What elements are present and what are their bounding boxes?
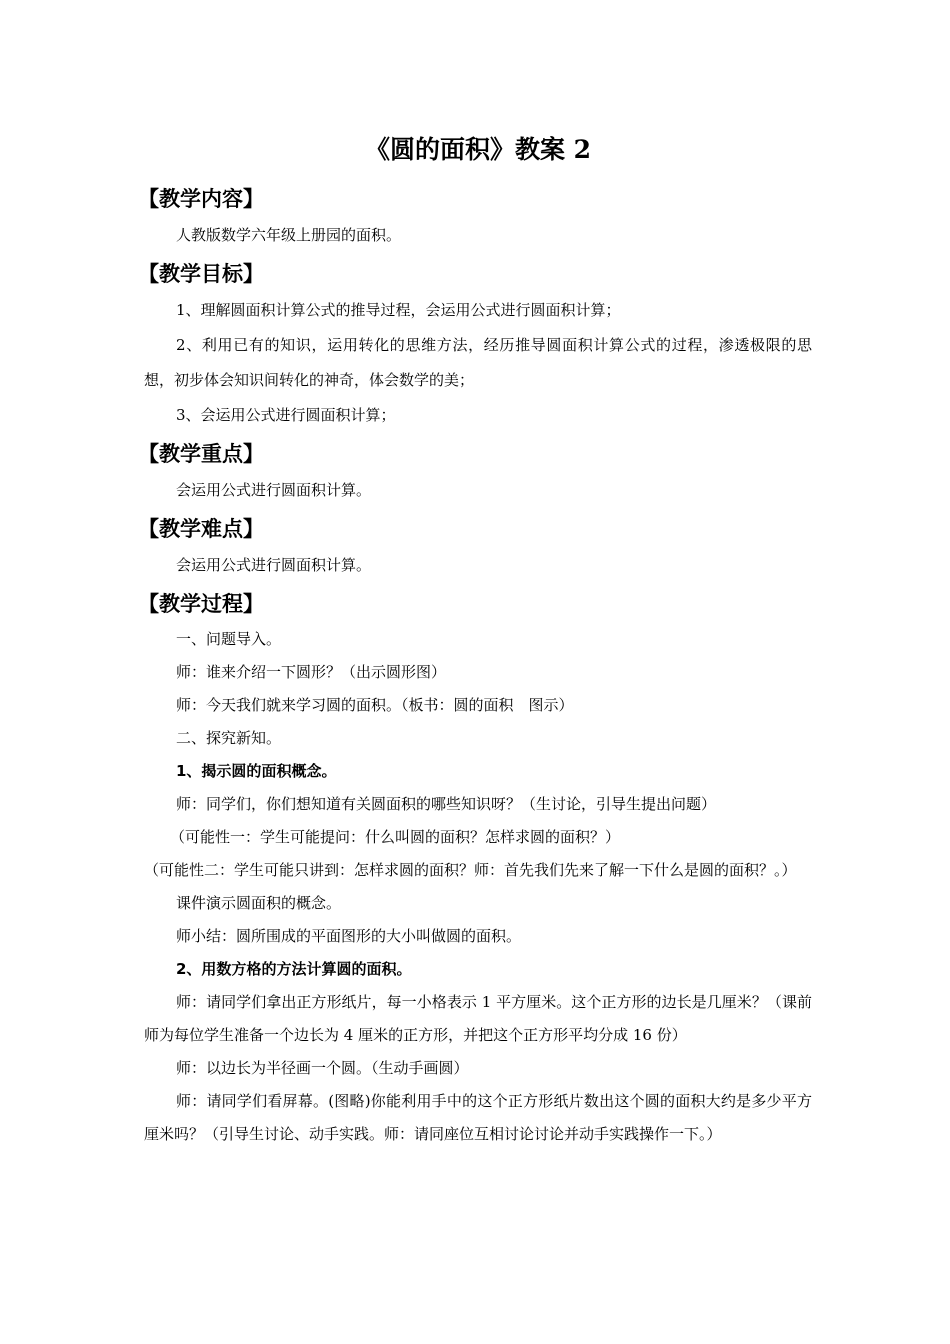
document-title: 《圆的面积》教案 2: [364, 135, 592, 164]
process-paragraph-14: 师：请同学们看屏幕。(图略)你能利用手中的这个正方形纸片数出这个圆的面积大约是多少平方厘米吗？（引导生讨论、动手实践。师：请同座位互相讨论讨论并动手实践操作一下。）: [144, 1092, 812, 1143]
difficulties-paragraph: 会运用公式进行圆面积计算。: [176, 556, 372, 574]
process-paragraph-1: 一、问题导入。: [176, 630, 282, 648]
section-heading-content: 【教学内容】: [138, 187, 264, 211]
section-heading-difficulties: 【教学难点】: [138, 517, 264, 541]
process-paragraph-9: 课件演示圆面积的概念。: [176, 894, 342, 912]
process-paragraph-8: （可能性二：学生可能只讲到：怎样求圆的面积？师：首先我们先来了解一下什么是圆的面积？。）: [144, 861, 797, 879]
section-heading-key-points: 【教学重点】: [138, 442, 264, 466]
process-subheading-2: 2、用数方格的方法计算圆的面积。: [176, 960, 412, 978]
process-paragraph-7: （可能性一：学生可能提问：什么叫圆的面积？怎样求圆的面积？）: [170, 828, 621, 846]
section-heading-process: 【教学过程】: [138, 592, 264, 616]
document-page: [138, 130, 812, 1151]
process-paragraph-2: 师：谁来介绍一下圆形？（出示圆形图）: [176, 663, 447, 681]
process-paragraph-6: 师：同学们，你们想知道有关圆面积的哪些知识呀？（生讨论，引导生提出问题）: [176, 795, 717, 813]
process-subheading-1: 1、揭示圆的面积概念。: [176, 762, 337, 780]
process-paragraph-13: 师：以边长为半径画一个圆。（生动手画圆）: [176, 1059, 469, 1077]
goal-paragraph-1: 1、理解圆面积计算公式的推导过程，会运用公式进行圆面积计算；: [176, 301, 621, 319]
key-points-paragraph: 会运用公式进行圆面积计算。: [176, 481, 372, 499]
content-paragraph: 人教版数学六年级上册园的面积。: [176, 226, 402, 244]
process-paragraph-10: 师小结：圆所围成的平面图形的大小叫做圆的面积。: [176, 927, 522, 945]
goal-paragraph-3: 3、会运用公式进行圆面积计算；: [176, 406, 396, 424]
process-paragraph-3: 师：今天我们就来学习圆的面积。（板书：圆的面积 图示）: [176, 696, 574, 714]
process-paragraph-12: 师：请同学们拿出正方形纸片，每一小格表示 1 平方厘米。这个正方形的边长是几厘米？（课前师为每位学生准备一个边长为 4 厘米的正方形，并把这个正方形平均分成 16 份）: [144, 993, 812, 1044]
section-heading-goals: 【教学目标】: [138, 262, 264, 286]
process-paragraph-4: 二、探究新知。: [176, 729, 282, 747]
goal-paragraph-2: 2、利用已有的知识，运用转化的思维方法，经历推导圆面积计算公式的过程，渗透极限的思想，初步体会知识间转化的神奇，体会数学的美；: [144, 336, 812, 389]
